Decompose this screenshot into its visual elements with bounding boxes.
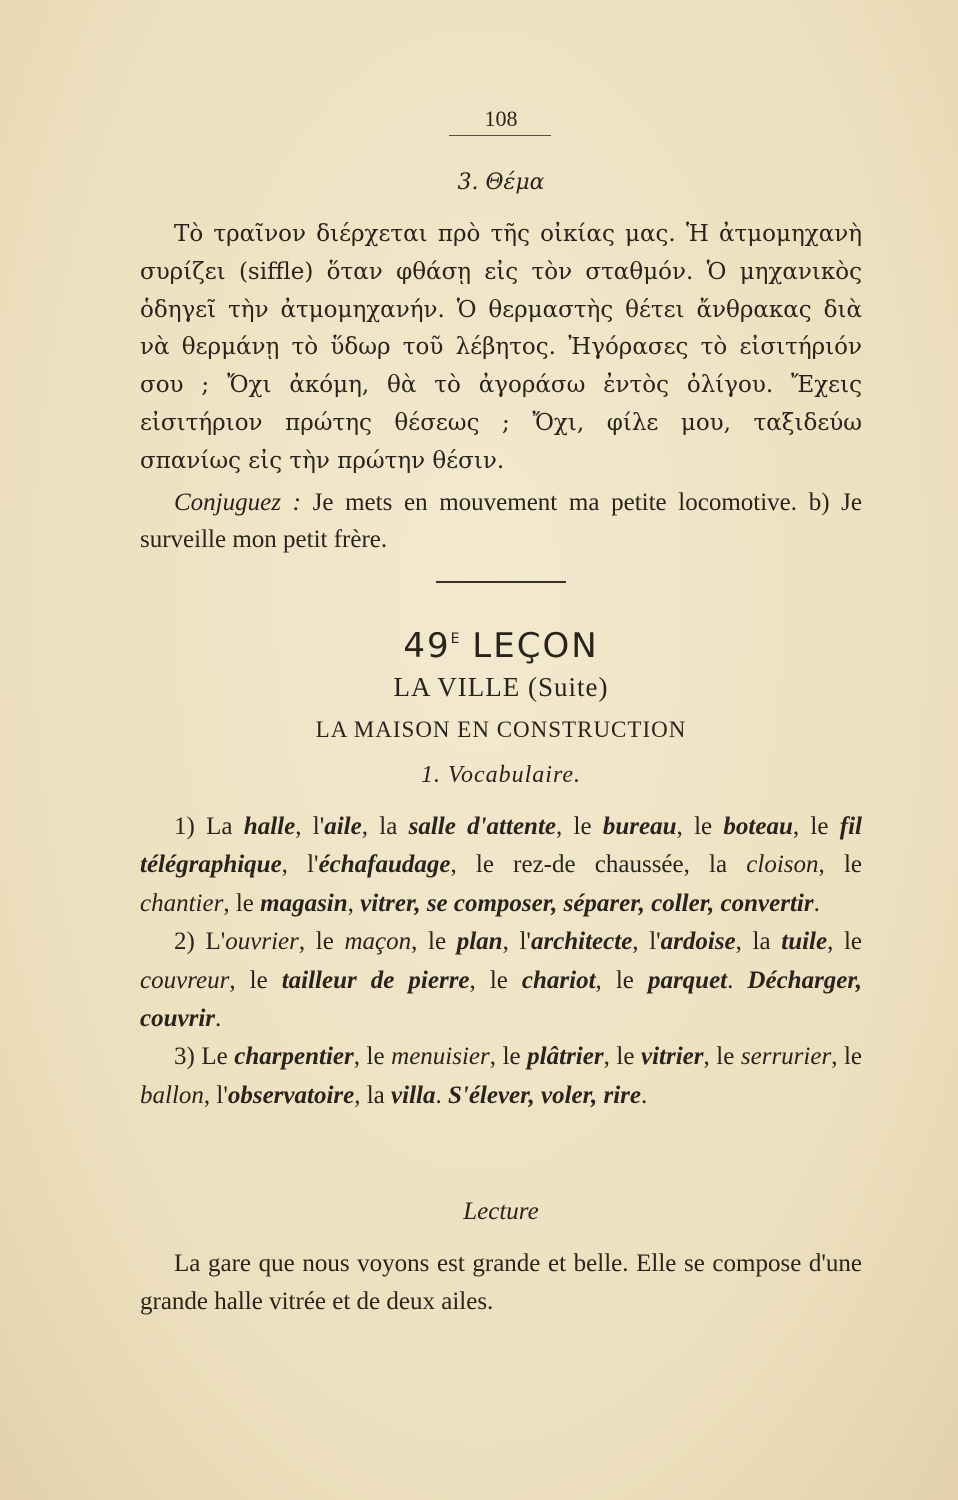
- vocab-item: [140, 923, 862, 1038]
- vocab-term: Décharger, couvrir: [140, 966, 862, 1033]
- lesson-title: LA VILLE (Suite): [393, 672, 609, 702]
- vocab-term: ouvrier: [225, 928, 299, 956]
- vocab-term: villa: [391, 1081, 436, 1109]
- vocab-text: , le: [353, 1043, 392, 1071]
- vocab-term: boteau: [723, 813, 793, 840]
- vocab-text: .: [813, 889, 820, 917]
- lecture-paragraph: La gare que nous voyons est grande et belle. Elle se compose d'une grande halle vitrée et de deux ailes.: [140, 1250, 862, 1315]
- vocab-term: cloison: [746, 851, 819, 879]
- vocab-term: tuile: [781, 928, 828, 956]
- vocab-item: [140, 1038, 862, 1115]
- vocab-term: architecte: [530, 928, 633, 956]
- vocab-text: , le: [603, 1043, 641, 1071]
- vocab-text: , le: [223, 889, 261, 917]
- vocab-term: plâtrier: [527, 1043, 604, 1071]
- vocab-term: bureau: [602, 813, 677, 840]
- lesson-number: 49: [403, 626, 451, 666]
- vocab-term: charpentier: [234, 1043, 354, 1071]
- vocab-text: , le: [831, 1043, 863, 1071]
- vocab-text: , le rez-de chaussée, la: [450, 851, 747, 879]
- greek-exercise: [140, 216, 862, 481]
- vocab-term: aile: [324, 813, 362, 840]
- vocab-text: , l': [203, 1081, 228, 1109]
- vocab-text: , l': [281, 851, 319, 879]
- vocab-text: ,: [347, 889, 361, 917]
- vocab-text: , l': [502, 928, 531, 956]
- vocab-text: , la: [361, 813, 409, 840]
- lesson-word: LEÇON: [472, 626, 599, 666]
- vocab-text: , le: [229, 966, 282, 994]
- vocab-text: La: [206, 813, 244, 840]
- vocab-text: , la: [735, 928, 782, 956]
- lecture-text-block: [140, 1245, 862, 1321]
- conjuguez-text: Je mets en mouvement ma petite locomotive. b) Je surveille mon petit frère.: [140, 489, 863, 553]
- vocab-item-number: 1): [174, 813, 207, 840]
- vocab-text: , le: [792, 813, 840, 840]
- vocab-text: , le: [489, 1043, 528, 1071]
- vocab-term: couvreur: [140, 966, 230, 994]
- vocab-text: .: [641, 1081, 648, 1109]
- vocab-text: , le: [818, 851, 862, 879]
- vocab-text: , le: [411, 928, 457, 956]
- vocab-text: , le: [298, 928, 345, 956]
- vocab-item-number: 3): [174, 1043, 202, 1071]
- vocab-term: salle d'attente: [408, 813, 556, 840]
- vocab-item: [140, 808, 862, 923]
- vocab-text: , l': [632, 928, 661, 956]
- vocab-text: , le: [556, 813, 603, 840]
- vocab-term: parquet: [647, 966, 728, 994]
- vocab-text: , le: [703, 1043, 741, 1071]
- vocab-text: .: [215, 1005, 222, 1033]
- vocab-text: , la: [354, 1081, 392, 1109]
- greek-paragraph: Τὸ τραῖνον διέρχεται πρὸ τῆς οἰκίας μας. Ἡ ἀτμομηχανὴ συρίζει (siffle) ὅταν φθάσῃ εἰς τὸν σταθμόν. Ὁ μηχανικὸς ὁδηγεῖ τὴν ἀτμομηχανήν. Ὁ θερμαστὴς θέτει ἄνθρακας διὰ νὰ θερμάνῃ τὸ ὕδωρ τοῦ λέβητος. Ἠγόρασες τὸ εἰσιτήριόν σου ; Ὄχι ἀκόμη, θὰ τὸ ἀγοράσω ἐντὸς ὀλίγου. Ἔχεις εἰσιτήριον πρώτης θέσεως ; Ὄχι, φίλε μου, ταξιδεύω σπανίως εἰς τὴν πρώτην θέσιν.: [140, 221, 862, 474]
- vocab-term: plan: [456, 928, 503, 956]
- vocab-term: ballon: [140, 1081, 204, 1109]
- vocab-term: chariot: [521, 966, 596, 994]
- vocab-text: .: [727, 966, 748, 994]
- vocab-text: , le: [595, 966, 648, 994]
- vocab-term: chantier: [140, 889, 224, 917]
- vocab-term: menuisier: [391, 1043, 490, 1071]
- vocab-text: , le: [469, 966, 522, 994]
- section-divider: [436, 581, 566, 583]
- vocab-term: tailleur de pierre: [281, 966, 470, 994]
- thema-heading: 3. Θέμα: [457, 170, 545, 195]
- vocab-term: ardoise: [660, 928, 736, 956]
- lesson-suffix: E: [450, 631, 460, 647]
- vocab-term: magasin: [260, 889, 348, 917]
- lecture-heading: Lecture: [463, 1198, 539, 1225]
- vocab-text: .: [435, 1081, 448, 1109]
- vocab-text: L': [205, 928, 226, 956]
- vocab-term: échafaudage: [318, 851, 451, 879]
- page-number: 108: [484, 106, 518, 131]
- vocab-term: vitrier: [640, 1043, 704, 1071]
- vocab-term: halle: [243, 813, 296, 840]
- vocab-text: , le: [827, 928, 863, 956]
- vocabulary-heading: 1. Vocabulaire.: [420, 762, 582, 788]
- page-number-rule: [449, 135, 551, 136]
- lesson-heading: [140, 626, 862, 666]
- vocab-item-number: 2): [174, 928, 206, 956]
- vocab-text: Le: [201, 1043, 235, 1071]
- vocab-term: fil télégraphique: [140, 813, 862, 879]
- vocab-term: maçon: [344, 928, 412, 956]
- conjugation-exercise: [140, 484, 862, 558]
- vocab-term: serrurier: [740, 1043, 832, 1071]
- conjuguez-label: Conjuguez :: [174, 489, 301, 516]
- vocab-text: , l': [295, 813, 325, 840]
- vocab-term: vitrer, se composer, séparer, coller, convertir: [360, 889, 814, 917]
- vocabulary-list: [140, 808, 862, 1115]
- vocab-text: , le: [676, 813, 724, 840]
- lesson-subtitle: LA MAISON EN CONSTRUCTION: [315, 717, 687, 742]
- vocab-term: observatoire: [227, 1081, 355, 1109]
- vocab-term: S'élever, voler, rire: [447, 1081, 641, 1109]
